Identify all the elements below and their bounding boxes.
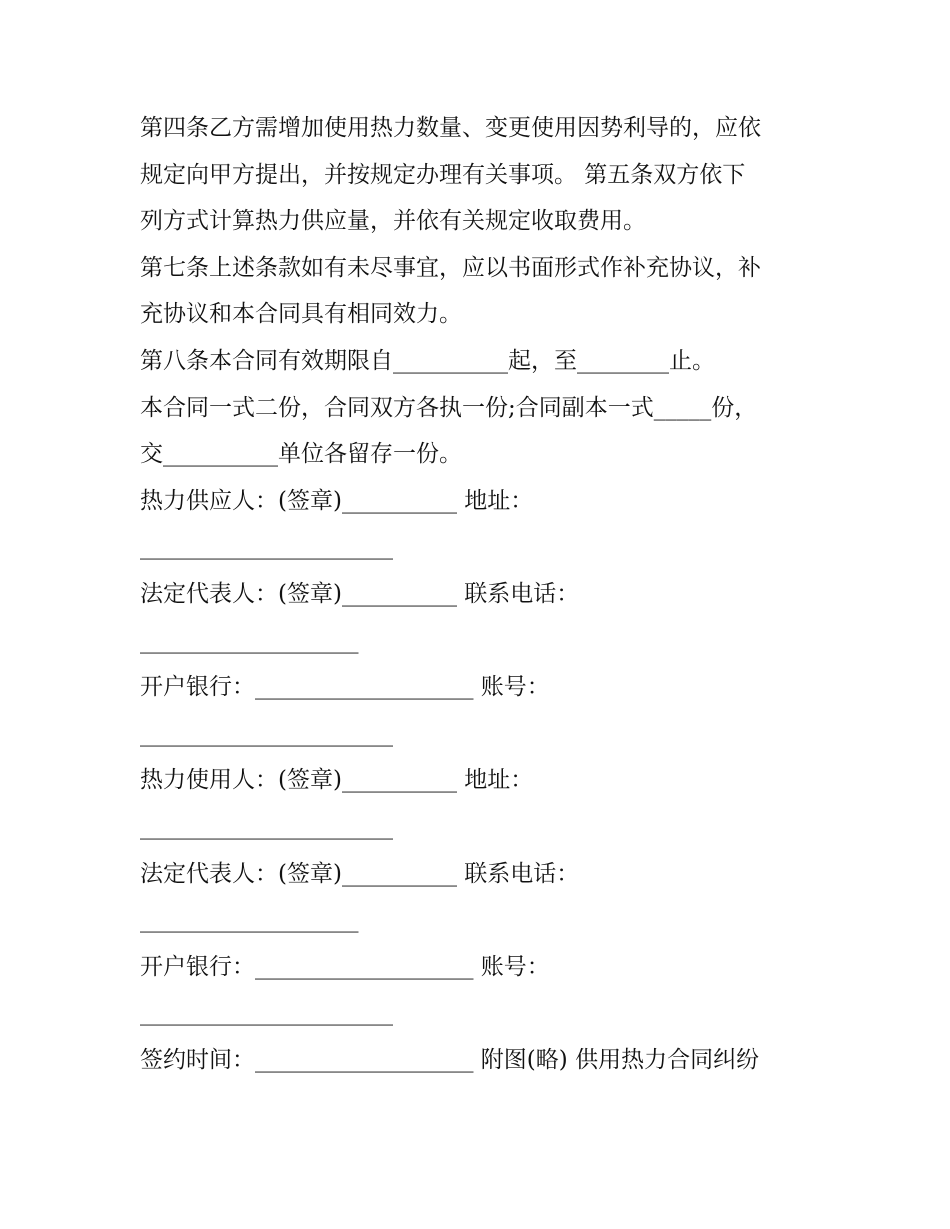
text-line: 规定向甲方提出，并按规定办理有关事项。 第五条双方依下 [140, 161, 746, 188]
text-line: 本合同一式二份，合同双方各执一份;合同副本一式_____份， [140, 394, 758, 421]
text-line: 第八条本合同有效期限自__________起，至________止。 [140, 347, 715, 374]
text-line: 热力供应人：(签章)__________ 地址： [140, 487, 534, 514]
document-page [140, 105, 830, 1083]
text-line: ___________________ [140, 627, 359, 654]
text-line: 列方式计算热力供应量，并依有关规定收取费用。 [140, 208, 646, 235]
text-line: 法定代表人：(签章)__________ 联系电话： [140, 580, 580, 607]
text-line: ______________________ [140, 720, 393, 747]
text-line: 法定代表人：(签章)__________ 联系电话： [140, 860, 580, 887]
text-line: ______________________ [140, 534, 393, 561]
text-line: 热力使用人：(签章)__________ 地址： [140, 767, 534, 794]
text-line: ___________________ [140, 907, 359, 934]
text-line: 签约时间：___________________ 附图(略) 供用热力合同纠纷 [140, 1046, 760, 1073]
text-line: ______________________ [140, 1000, 393, 1027]
text-line: 开户银行：___________________ 账号： [140, 953, 550, 980]
text-line: 第四条乙方需增加使用热力数量、变更使用因势利导的，应依 [140, 115, 761, 141]
text-line: 充协议和本合同具有相同效力。 [140, 301, 462, 328]
text-line: ______________________ [140, 813, 393, 840]
text-line: 交__________单位各留存一份。 [140, 441, 462, 468]
text-line: 第七条上述条款如有未尽事宜，应以书面形式作补充协议，补 [140, 254, 761, 281]
text-line: 开户银行：___________________ 账号： [140, 674, 550, 701]
